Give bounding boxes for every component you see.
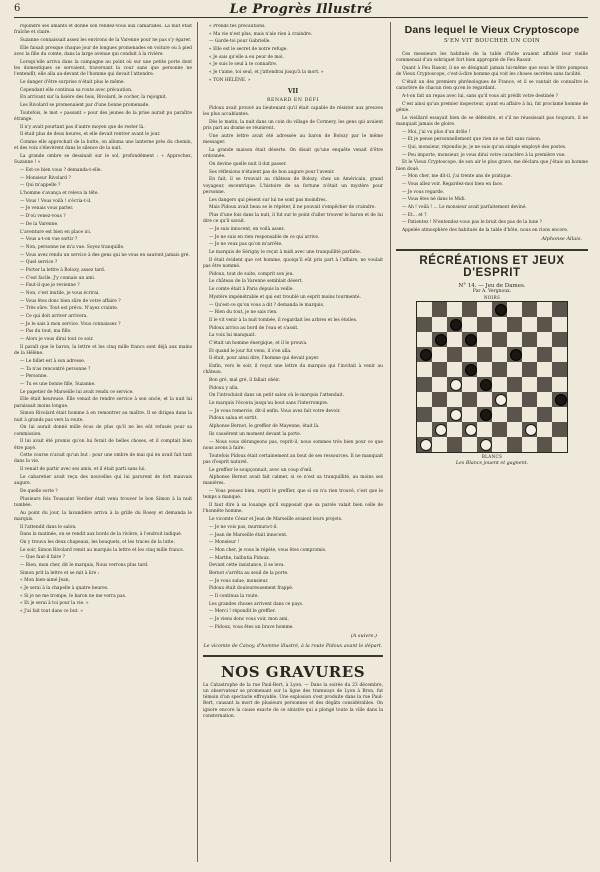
board-light-square xyxy=(447,422,462,437)
paragraph: — Je vous regarde. xyxy=(402,189,445,195)
paragraph: Dès le matin, la nuit dans un coin du village de Cormery, les gens qui avaient pris part au drame se réunirent. xyxy=(203,120,383,132)
board-light-square xyxy=(477,362,492,377)
paragraph: Les dangers qui pèsent sur lui ne sont pas moindres. xyxy=(209,197,327,203)
paragraph: Devant cette insistance, il se leva. xyxy=(209,563,285,569)
paragraph: — Je suis innocent, en voilà assez. xyxy=(209,227,286,233)
board-dark-square xyxy=(552,362,567,377)
board-dark-square xyxy=(477,437,492,452)
paragraph: — Jean de Marseille était innocent. xyxy=(209,532,288,538)
paragraph: On l'introduisit dans un petit salon où le marquis l'attendait. xyxy=(209,393,344,399)
column-right xyxy=(396,24,588,862)
paragraph: Il était, pour ainsi dire, l'homme qui devait payer. xyxy=(209,356,320,362)
board-dark-square xyxy=(432,422,447,437)
paragraph: Pidoux salua et sortit. xyxy=(209,416,258,422)
paragraph: — Vous avez rendu un service à des gens qui ne vous en sauront jamais gré. xyxy=(20,252,190,258)
paragraph: « Je sais qu'elle a eu peur de moi. xyxy=(209,54,284,60)
white-piece xyxy=(480,439,492,451)
board-light-square xyxy=(522,437,537,452)
paragraph: — Monsieur Rivolard ? xyxy=(20,175,71,181)
board-light-square xyxy=(492,317,507,332)
board-light-square xyxy=(552,407,567,422)
paragraph: — Je venais vous parler. xyxy=(20,206,74,212)
black-piece xyxy=(450,319,462,331)
paragraph: — Rien, mon cher, dit le marquis, Nous verrons plus tard. xyxy=(20,562,149,568)
paragraph: — Garde-toi pour Gabrielle. xyxy=(209,39,271,45)
paragraph: Le vicomte César et Jean de Marseille avaient leurs projets. xyxy=(209,517,343,523)
paragraph: Le marquis de Sérigny le reçut à midi avec une tranquillité parfaite. xyxy=(209,250,362,256)
board-dark-square xyxy=(522,422,537,437)
paragraph: — Qu'est-ce qu'on vous a dit ? demanda le marquis. xyxy=(209,302,325,308)
paragraph: « Elle est le secret de notre refuge. xyxy=(209,47,288,53)
paragraph: La grande maison était déserte. On disait qu'une enquête venait d'être ordonnée. xyxy=(203,148,383,160)
column-divider xyxy=(390,22,391,862)
paragraph: — Ah ! voilà ! ... Le monsieur avait parfaitement deviné. xyxy=(402,205,527,211)
board-light-square xyxy=(432,317,447,332)
board-dark-square xyxy=(417,377,432,392)
board-light-square xyxy=(507,332,522,347)
board-dark-square xyxy=(522,302,537,317)
paragraph: — Il continua la route. xyxy=(209,594,259,600)
board-dark-square xyxy=(462,302,477,317)
games-section-title: RÉCRÉATIONS ET JEUX D'ESPRIT xyxy=(419,254,565,279)
paragraph: — Et je pense personnellement que rien ne se fait sans raison. xyxy=(402,137,542,143)
column-divider xyxy=(197,22,198,862)
paragraph: Il était plus de deux heures, et elle devait rentrer avant le jour. xyxy=(20,132,161,138)
paragraph: Ses réflexions n'étaient pas de bon augure pour l'avenir. xyxy=(209,169,335,175)
paragraph: En fait, il se trouvait au château de Bolozy, chez un Américain, grand voyageur, excentrique. L'histoire de sa fortune n'était un mystère pour personne. xyxy=(203,177,383,196)
story-signature: Alphonse Allais. xyxy=(541,236,582,243)
paragraph: Pidoux, tout de suite, comprit son jeu. xyxy=(209,271,294,277)
column-middle xyxy=(203,24,383,862)
paragraph: Elle faisait presque chaque jour de longues promenades en voiture ou à pied avec la fille du comte, dans la large avenue qui conduit à la rivière. xyxy=(14,45,192,57)
board-light-square xyxy=(417,362,432,377)
paragraph: Comme elle approchait de la butte, on alluma une lanterne près du chemin, et des voix s'élevèrent dans le silence de la nuit. xyxy=(14,140,192,152)
board-dark-square xyxy=(477,317,492,332)
black-piece xyxy=(480,409,492,421)
paragraph: Suzanne connaissait assez les environs de la Varenne pour ne pas s'y égarer. xyxy=(20,37,192,43)
paragraph: En arrivant sur la lisière des bois, Rivolard, le cocher, la rejoignit. xyxy=(20,95,167,101)
paragraph: La grande ombre se dessinait sur le sol, profondément : « Approchez, Suzanne ! » xyxy=(14,154,192,166)
board-light-square xyxy=(492,377,507,392)
black-piece xyxy=(495,304,507,316)
paragraph: C'est ainsi qu'un premier inspecteur, ayant eu affaire à lui, fut proclamé homme de génie. xyxy=(396,101,588,113)
paragraph: — Quel service ? xyxy=(20,260,58,266)
chapter-number: VII xyxy=(287,88,299,96)
paragraph: Le comte était à Paris depuis la veille. xyxy=(209,287,294,293)
image-caption: Le vicomte de Canoy, d'homme illustré, à la route Pidoux avant le départ. xyxy=(203,644,383,650)
paragraph: — Je ne veux pas qu'on m'arrête. xyxy=(209,242,283,248)
board-light-square xyxy=(507,302,522,317)
paragraph: — Très sûre. Tout est prévu. N'ayez crainte. xyxy=(20,306,119,312)
board-label-top: NOIRS xyxy=(483,294,501,300)
paragraph: « TON HÉLÈNE. » xyxy=(209,77,251,83)
board-light-square xyxy=(417,332,432,347)
paragraph: Les Rivolard se promenaient par d'une bonne promenade. xyxy=(20,103,150,108)
board-dark-square xyxy=(537,437,552,452)
paragraph: Pidoux était douloureusement frappé. xyxy=(209,586,294,592)
board-dark-square xyxy=(537,317,552,332)
paragraph: « Si je ne me trompe, le baron ne me verra pas. xyxy=(20,593,127,599)
paragraph: Le danger d'être surprise n'était plus le même. xyxy=(20,79,125,85)
board-light-square xyxy=(447,362,462,377)
board-light-square xyxy=(537,362,552,377)
paragraph: — Vous êtes donc bien sûre de votre affaire ? xyxy=(20,298,121,304)
paragraph: Plusieurs fois Toussaint Verdier était venu trouver le bon Simon à la nuit tombée. xyxy=(14,496,192,508)
board-light-square xyxy=(477,422,492,437)
black-piece xyxy=(420,349,432,361)
paragraph: — Mon cher, me dit-il, j'ai trente ans de pratique. xyxy=(402,174,512,180)
board-dark-square xyxy=(552,392,567,407)
board-dark-square xyxy=(537,407,552,422)
board-dark-square xyxy=(417,437,432,452)
paragraph: C'était un des premiers phrénologues de France, et il se vantait de connaître le caractère de chacun rien qu'en le regardant. xyxy=(396,79,588,92)
board-dark-square xyxy=(507,437,522,452)
board-dark-square xyxy=(537,347,552,362)
board-dark-square xyxy=(552,422,567,437)
board-light-square xyxy=(432,377,447,392)
story-title: Dans lequel le Vieux Cryptoscope xyxy=(404,24,580,36)
paragraph: Plus d'une fois dans la nuit, il fut sur le point d'aller trouver le baron et de lui dire ce qu'il savait. xyxy=(203,213,383,225)
paragraph: On y trouva les deux chapeaux, les bouquets, et les traces de la lutte. xyxy=(20,539,175,545)
board-light-square xyxy=(492,407,507,422)
paragraph: — Patientez ! N'entendez-vous pas le bruit des pas de la lune ? xyxy=(402,220,543,226)
paragraph: — Non, c'est inutile, je vous écrirai. xyxy=(20,291,100,297)
gravures-title: NOS GRAVURES xyxy=(220,662,366,681)
paragraph: Il lui avait été promis qu'on lui ferait de belles choses, et il comptait bien être payé. xyxy=(14,439,192,451)
board-dark-square xyxy=(417,317,432,332)
masthead-title: Le Progrès Illustré xyxy=(229,2,373,17)
page-number: 6 xyxy=(14,3,21,14)
black-piece xyxy=(465,334,477,346)
board-dark-square xyxy=(432,362,447,377)
paragraph: — Nous vous dérangeons pas, reprit-il, nous sommes très bien pour ce que nous avons à faire. xyxy=(203,439,383,451)
paragraph: Appelée atmosphère des habitués de la table d'hôte, nous en rions encore. xyxy=(402,228,569,234)
board-dark-square xyxy=(522,332,537,347)
black-piece xyxy=(555,394,567,406)
paragraph: A-t-on fait un repas avec lui, sans qu'il vous ait prédit votre destinée ? xyxy=(402,93,559,99)
black-piece xyxy=(480,379,492,391)
paragraph: — Moi, j'ai vu plus d'un drôle ! xyxy=(402,129,471,135)
paragraph: — Pas du tout, ma fille. xyxy=(20,329,72,335)
paragraph: « Prends tes précautions. xyxy=(209,24,266,29)
board-dark-square xyxy=(507,407,522,422)
paragraph: Quant à Feu Rasoir, il ne se désignait jamais lui-même que sous le titre pompeux de Vieux Cryptoscope, c'est-à-dire homme qui voit les choses secrètes sans facilité. xyxy=(396,65,588,78)
paragraph: Le greffier le soupçonnait, avec un coup d'œil. xyxy=(209,467,313,473)
paragraph: Il l'attendit dans le salon. xyxy=(20,524,77,530)
board-dark-square xyxy=(462,332,477,347)
board-dark-square xyxy=(492,422,507,437)
paragraph: — Vous allez voir. Regardez-moi bien en face. xyxy=(402,182,504,188)
board-light-square xyxy=(552,437,567,452)
board-dark-square xyxy=(537,377,552,392)
paragraph: — Monsieur ! xyxy=(209,540,240,546)
paragraph: Le château de la Varenne semblait désert. xyxy=(209,279,303,285)
paragraph: Simon Rivolard était homme à en remontrer au maître. Il se dirigea dans la nuit à grands pas vers la route. xyxy=(14,411,192,423)
paragraph: — Ta n'as rencontré personne ? xyxy=(20,366,91,372)
paragraph: « Je serai à la chapelle à quatre heures. xyxy=(20,586,109,591)
board-light-square xyxy=(507,422,522,437)
board-light-square xyxy=(507,392,522,407)
board-dark-square xyxy=(552,302,567,317)
checkers-board xyxy=(416,301,568,453)
paragraph: « Ma vie n'est plus, mais n'aie rien à craindre. xyxy=(209,31,313,37)
paragraph: rejoindre ses amants et donne son rendez-vous aux camarades. La nuit était fraîche et claire. xyxy=(14,24,192,36)
paragraph: La voix lui manquait. xyxy=(209,333,256,339)
paragraph: « Je t'aime, toi seul, et j'attendrai jusqu'à la mort. » xyxy=(209,70,324,76)
paragraph: « J'ai fait tout dans ce but. » xyxy=(20,609,83,615)
paragraph: — Que faut-il faire ? xyxy=(20,555,65,561)
paragraph: Il n'y avait pourtant pas d'autre moyen que de rester là. xyxy=(20,124,145,130)
paragraph: — Faut-il que je revienne ? xyxy=(20,283,80,289)
section-rule xyxy=(396,249,588,251)
paragraph: De quelle sorte ? xyxy=(20,488,58,494)
board-dark-square xyxy=(522,362,537,377)
board-dark-square xyxy=(492,392,507,407)
paragraph: Pidoux arriva au bord de l'eau et s'assit. xyxy=(209,325,299,331)
board-light-square xyxy=(447,332,462,347)
feuilleton-text xyxy=(14,24,192,615)
white-piece xyxy=(450,409,462,421)
paragraph: On devine quelle nuit il dut passer. xyxy=(209,162,287,168)
paragraph: Toutefois Pidoux était certainement au bout de ses ressources. Il ne manquait pas d'esprit naturel. xyxy=(203,453,383,465)
board-light-square xyxy=(462,437,477,452)
board-light-square xyxy=(522,317,537,332)
paragraph: — D'où venez-vous ? xyxy=(20,214,66,220)
paragraph: — Pidoux, vous êtes un brave homme. xyxy=(209,624,294,630)
paragraph: Il faut dire à sa louange qu'il supposait que sa parole valait bien celle de l'honnête homme. xyxy=(203,503,383,515)
paragraph: Alphonse Bernot avait fait calmer, si ce n'est sa tranquillité, au moins ses manières. xyxy=(203,475,383,487)
black-piece xyxy=(435,334,447,346)
board-dark-square xyxy=(492,362,507,377)
board-dark-square xyxy=(477,347,492,362)
black-piece xyxy=(510,349,522,361)
paragraph: Le cabaretier avait reçu des nouvelles qui lui parurent de fort mauvais augure. xyxy=(14,474,192,487)
board-light-square xyxy=(552,317,567,332)
paragraph: Il paraît que le baron, la lettre et les cinq mille francs sont déjà aux mains de la Hélène. xyxy=(14,344,192,357)
paragraph: — Tu es une bonne fille, Suzanne. xyxy=(20,381,96,387)
paragraph: — Est-ce bien vous ? demanda-t-elle. xyxy=(20,168,102,174)
chapter-title: RENARD EN DÉFI xyxy=(266,98,320,104)
paragraph: — Mon cher, je vous le répète, vous êtes compromis. xyxy=(209,547,327,553)
board-light-square xyxy=(537,332,552,347)
paragraph: Une autre lettre avait été adressée au baron de Bolozy par le même messager. xyxy=(203,134,383,146)
paragraph: — Ce qui doit arriver arrivera. xyxy=(20,314,88,320)
board-light-square xyxy=(462,317,477,332)
paragraph: Ces messieurs les habitués de la table d'hôte avaient affublé leur vieille commensal d'un sobriquet fort bien approprié de Feu Rasoir. xyxy=(396,52,588,64)
board-light-square xyxy=(522,407,537,422)
board-light-square xyxy=(492,437,507,452)
paragraph: — Le billet est à son adresse. xyxy=(20,358,86,364)
paragraph: — Peu importe, monsieur, je vous dirai votre caractère à la première vue. xyxy=(402,152,566,158)
board-light-square xyxy=(462,347,477,362)
board-light-square xyxy=(432,407,447,422)
paragraph: — Personne. xyxy=(20,374,48,380)
board-dark-square xyxy=(447,437,462,452)
section-rule xyxy=(203,655,383,657)
paragraph: Mystère impénétrable et qui eut troublé un esprit moins tourmenté. xyxy=(209,294,361,300)
paragraph: Cette course n'avait qu'un but : pour une ombre de mai qui en avait fait tant dans la vie. xyxy=(14,453,192,465)
board-light-square xyxy=(477,332,492,347)
paragraph: Elle était heureuse. Elle venait de rendre service à son oncle, et la nuit lui paraissait moins longue. xyxy=(14,397,192,409)
paragraph: — Je viens donc vous voir, mon ami. xyxy=(209,617,289,623)
board-dark-square xyxy=(552,332,567,347)
paragraph: — Vous êtes né dans le Midi. xyxy=(402,197,466,203)
white-piece xyxy=(450,379,462,391)
board-light-square xyxy=(477,302,492,317)
black-piece xyxy=(465,364,477,376)
paragraph: — Je le sais à mon service. Vous connaissez ? xyxy=(20,321,121,327)
problem-author: Par A. Vergnoux. xyxy=(472,288,512,294)
white-piece xyxy=(525,424,537,436)
board-dark-square xyxy=(477,377,492,392)
paragraph: — Alors je vous dirai tout ce soir. xyxy=(20,337,94,343)
paragraph: Le marquis l'écouta jusqu'au bout sans l'interrompre. xyxy=(209,401,329,407)
board-dark-square xyxy=(492,332,507,347)
paragraph: — Rien du tout, je ne sais rien. xyxy=(209,310,278,316)
paragraph: Et le Vieux Cryptoscope, de son air le plus grave, me déclara que j'étais un homme bien doué. xyxy=(396,160,588,172)
paragraph: Pidoux y alla. xyxy=(209,385,239,391)
board-label-bottom: BLANCS xyxy=(481,453,503,459)
white-piece xyxy=(465,424,477,436)
board-light-square xyxy=(447,302,462,317)
board-light-square xyxy=(522,377,537,392)
paragraph: — Vous pensez bien, reprit le greffier, que si on n'a rien trouvé, c'est que le temps a manqué. xyxy=(203,489,383,501)
paragraph: Dans la matinée, on se rendit aux bords de la rivière, à l'endroit indiqué. xyxy=(20,532,183,538)
paragraph: Il venait de partir avec ses amis, et il était parti sans lui. xyxy=(20,467,146,473)
paragraph: « Mon bien-aimé Jean, xyxy=(20,578,70,584)
paragraph: Il le vit venir à la nuit tombée, il regardait les arbres et les étoiles. xyxy=(209,317,358,323)
board-dark-square xyxy=(507,377,522,392)
paragraph: « Et je serai à toi pour la vie. » xyxy=(20,601,89,607)
board-light-square xyxy=(537,422,552,437)
white-piece xyxy=(435,424,447,436)
paragraph: Enfin, vers le soir, il reçut une lettre du marquis qui l'invitait à venir au château. xyxy=(203,364,383,376)
paragraph: — Vous a-t-on vue sortir ? xyxy=(20,237,78,243)
chapter-signature: (A suivre.) xyxy=(350,633,377,640)
paragraph: Il était évident que cet homme, quoiqu'il eût pris part à l'affaire, ne voulait pas être nommé. xyxy=(203,257,383,270)
paragraph: — Je vous salue, monsieur. xyxy=(209,578,269,584)
board-dark-square xyxy=(507,317,522,332)
board-dark-square xyxy=(417,347,432,362)
paragraph: Pidoux avait prouvé au lieutenant qu'il était capable de résister aux preuves les plus accablantes. xyxy=(203,106,383,118)
paragraph: Mais Pidoux avait beau se le répéter, il ne pouvait s'empêcher de craindre. xyxy=(209,205,376,211)
paragraph: — Je ne suis en rien responsable de ce qui arrive. xyxy=(209,234,320,240)
paragraph: — De la Varenne. xyxy=(20,221,59,227)
problem-title: N° 14. — Jeu de Dames. xyxy=(458,282,526,289)
white-piece xyxy=(495,394,507,406)
paragraph: — Vous ! Vous voilà ! s'écria-t-il. xyxy=(20,198,92,204)
paragraph: Ils causèrent un moment devant la porte. xyxy=(209,431,302,437)
board-dark-square xyxy=(417,407,432,422)
paragraph: Alphonse Bernot, le greffier de Mayenne, était là. xyxy=(209,424,320,430)
paragraph: L'aventure est bien en place ici. xyxy=(20,229,92,235)
paragraph: On lui aurait donné mille écus de plus qu'il ne les eût refusés pour sa commission. xyxy=(14,425,192,437)
paragraph: — Non, personne ne m'a vue. Soyez tranquille. xyxy=(20,244,125,250)
chapter-text-continued xyxy=(203,440,383,632)
paragraph: L'homme s'avança et releva la tête. xyxy=(20,191,99,197)
board-dark-square xyxy=(507,347,522,362)
board-dark-square xyxy=(492,302,507,317)
white-piece xyxy=(420,439,432,451)
paragraph: Le vieillard essayait bien de se défendre, et s'il ne réussissait pas toujours, il ne manquait jamais de gloire. xyxy=(396,115,588,127)
board-light-square xyxy=(477,392,492,407)
paragraph: — Porter la lettre à Bolozy, assez tard. xyxy=(20,267,106,273)
paragraph: Bernot s'arrêta au seuil de la porte. xyxy=(209,570,289,576)
board-dark-square xyxy=(477,407,492,422)
paragraph: Les grandes choses arrivent dans ce pays. xyxy=(209,601,304,607)
board-dark-square xyxy=(447,347,462,362)
paragraph: Simon prit la lettre et se mit à lire : xyxy=(20,570,100,576)
board-dark-square xyxy=(447,317,462,332)
paragraph: — C'est facile. J'y connais un ami. xyxy=(20,275,96,281)
board-light-square xyxy=(537,302,552,317)
paragraph: — Merci ! répondit le greffier. xyxy=(209,609,276,615)
board-dark-square xyxy=(447,407,462,422)
board-light-square xyxy=(552,377,567,392)
board-light-square xyxy=(432,347,447,362)
paragraph: — Qui, monsieur, répondis-je, je ne suis qu'un simple employé des postes. xyxy=(402,144,567,150)
board-dark-square xyxy=(462,392,477,407)
board-light-square xyxy=(462,407,477,422)
board-dark-square xyxy=(462,362,477,377)
board-dark-square xyxy=(432,302,447,317)
column-left xyxy=(14,24,192,862)
paragraph: Le papetier de Marseille lui avait rendu ce service. xyxy=(20,389,134,395)
paragraph: Lorsqu'elle arriva dans la campagne au point où sur une petite porte dont les domestiques se servaient, traversant la cour sans que personne ne l'entendît, elle alla au-devant de l'homme qui devait l'attendre. xyxy=(14,59,192,78)
paragraph: Le soir, Simon Rivolard remit au marquis la lettre et les cinq mille francs. xyxy=(20,547,185,553)
board-light-square xyxy=(552,347,567,362)
paragraph: C'était un homme énergique, et il le prouva. xyxy=(209,340,308,346)
paragraph: Bon gré, mal gré, il fallait obéir. xyxy=(209,378,281,384)
paragraph: — Je vous remercie, dit-il enfin. Vous avez fait votre devoir. xyxy=(209,408,341,414)
board-light-square xyxy=(537,392,552,407)
paragraph: Cependant elle continua sa route avec précaution. xyxy=(20,87,133,93)
page-header xyxy=(14,3,588,18)
board-dark-square xyxy=(522,392,537,407)
board-light-square xyxy=(417,422,432,437)
board-dark-square xyxy=(432,392,447,407)
paragraph: Toutefois, le mot « passant » pour des jeunes de la prise aurait pu paraître étrange. xyxy=(14,110,192,122)
gravures-paragraph: La Catastrophe de la rue Paul-Bert, à Lyon. — Dans la soirée du 23 décembre, un observateur se promenant sur la ligne des tramways de Lyon à Bron, fut témoin d'un spectacle effroyable. Une explosion s'est produite dans la rue Paul-Bert, causant la mort de plusieurs personnes et des dégâts considérables. On ignore encore la cause exacte de ce sinistre qui a plongé toute la ville dans la consternation. xyxy=(203,682,383,720)
board-caption: Les Blancs jouent et gagnent. xyxy=(455,460,529,466)
board-light-square xyxy=(417,392,432,407)
paragraph: — Qui m'appelle ? xyxy=(20,183,61,189)
paragraph: — Et... et ? xyxy=(402,212,427,218)
board-dark-square xyxy=(432,332,447,347)
story-subtitle: S'EN VIT BOUCHER UN COIN xyxy=(443,38,541,44)
paragraph: — Je ne vois pas, murmura-t-il. xyxy=(209,524,278,530)
chapter-text xyxy=(203,106,383,438)
paragraph: « Je suis le seul à te connaître. xyxy=(209,62,278,68)
letter-text xyxy=(203,24,383,84)
paragraph: Au point du jour, la lavandière arriva à la grille du Rosey et demanda le marquis. xyxy=(14,510,192,522)
board-light-square xyxy=(507,362,522,377)
board-light-square xyxy=(522,347,537,362)
board-dark-square xyxy=(447,377,462,392)
board-dark-square xyxy=(462,422,477,437)
paragraph: Et quand le jour fut venu, il s'en alla. xyxy=(209,348,292,354)
story-text xyxy=(396,52,588,234)
paragraph: — Marthe, balbutia Pidoux. xyxy=(209,555,271,561)
board-light-square xyxy=(492,347,507,362)
board-light-square xyxy=(462,377,477,392)
board-light-square xyxy=(417,302,432,317)
board-light-square xyxy=(447,392,462,407)
board-light-square xyxy=(432,437,447,452)
